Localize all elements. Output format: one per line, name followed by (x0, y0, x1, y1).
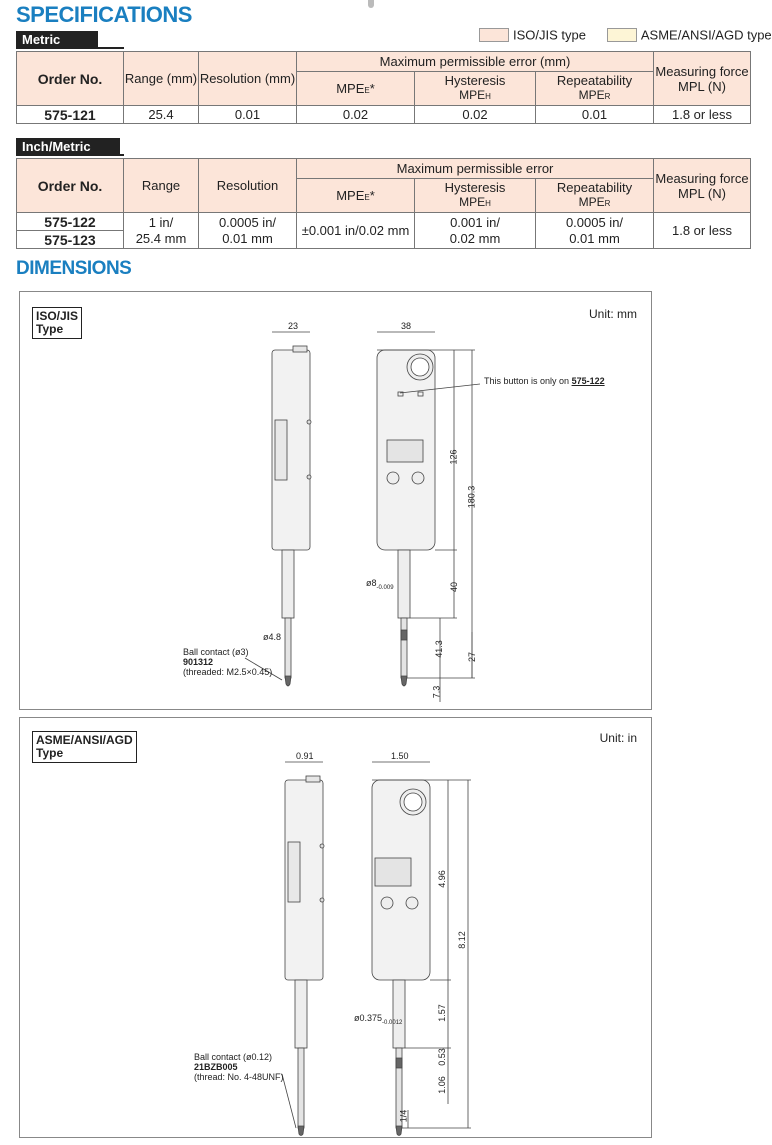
inch-rep-2: 0.01 mm (569, 230, 620, 246)
metric-force: 1.8 or less (654, 106, 751, 124)
inch-res-1: 0.0005 in/ (218, 214, 277, 230)
legend (479, 26, 772, 44)
iso-side-spindle (285, 618, 291, 678)
asme-unit: Unit: in (599, 731, 637, 745)
asme-dim-side-w-label: 0.91 (296, 751, 314, 761)
metric-hyst-sub-main: MPE (459, 87, 486, 102)
inch-row-1 (17, 213, 751, 231)
inch-header-range: Range (124, 159, 199, 213)
inch-header-repeatability (536, 179, 654, 213)
metric-header-order: Order No. (17, 52, 124, 106)
metric-tab-label: Metric (16, 31, 98, 48)
asme-drawing (20, 718, 651, 1137)
inch-header-force (654, 159, 751, 213)
inch-range-1: 1 in/ (148, 214, 174, 230)
iso-dim-front-w-label: 38 (401, 321, 412, 331)
metric-header-resolution: Resolution (mm) (199, 52, 297, 106)
asme-ball-line1: Ball contact (ø0.12) (194, 1052, 273, 1062)
iso-ball-line1: Ball contact (ø3) (183, 647, 249, 657)
metric-rep-sub-main: MPE (578, 87, 605, 102)
iso-front-dial-inner (411, 358, 429, 376)
legend-asme-swatch (607, 28, 637, 42)
inch-hyst-text: Hysteresis (444, 179, 506, 195)
inch-mpe-text: MPE (336, 188, 365, 203)
iso-button-note-model: 575-122 (571, 376, 605, 386)
inch-force-line1: Measuring force (655, 170, 749, 186)
asme-dia-tol: -0.0012 (382, 1019, 403, 1026)
asme-ball-part: 21BZB005 (194, 1062, 238, 1072)
iso-dim-180-label: 180.3 (466, 485, 477, 509)
metric-mpe: 0.02 (297, 106, 415, 124)
asme-dim-106-label: 1.06 (436, 1076, 447, 1094)
metric-rep-sub: R (604, 91, 611, 101)
asme-front-tip (396, 1058, 402, 1068)
asme-type-line2: Type (36, 746, 64, 760)
asme-side-stem (295, 980, 307, 1048)
metric-row (17, 106, 751, 124)
iso-dim-40-label: 40 (449, 581, 460, 593)
asme-dim-14-label: 1/4 (398, 1109, 409, 1123)
asme-side-panel (288, 842, 300, 902)
iso-front-tip (401, 630, 407, 640)
metric-resolution: 0.01 (199, 106, 297, 124)
metric-header-repeatability (536, 72, 654, 106)
inch-hyst (415, 213, 536, 249)
iso-dimension-panel (19, 291, 652, 710)
inch-tab-label: Inch/Metric (16, 138, 120, 155)
iso-front-key-r (412, 472, 424, 484)
asme-front-display (375, 858, 411, 886)
inch-range (124, 213, 199, 249)
inch-rep (536, 213, 654, 249)
inch-order-1: 575-122 (17, 213, 124, 231)
inch-mpe-sub: E (364, 193, 370, 202)
metric-order: 575-121 (17, 106, 124, 124)
iso-side-cap (293, 346, 307, 352)
iso-front-display (387, 440, 423, 462)
inch-header-resolution: Resolution (199, 159, 297, 213)
iso-ball-part: 901312 (183, 657, 214, 667)
dimensions-title: DIMENSIONS (16, 258, 132, 279)
inch-header-mpe (297, 179, 415, 213)
inch-mpe: ±0.001 in/0.02 mm (297, 213, 415, 249)
asme-ball-line2: (thread: No. 4-48UNF) (194, 1072, 284, 1082)
asme-dim-053-label: 0.53 (436, 1048, 447, 1066)
metric-hyst: 0.02 (415, 106, 536, 124)
iso-dim-126-label: 126 (448, 449, 459, 465)
iso-unit: Unit: mm (589, 307, 637, 321)
metric-mpe-star: * (369, 81, 375, 96)
metric-mpe-sub: E (364, 86, 370, 95)
asme-side-cap (306, 776, 320, 782)
metric-force-line2: MPL (N) (678, 78, 726, 94)
iso-side-panel (275, 420, 287, 480)
iso-button-note (484, 376, 605, 386)
inch-res-2: 0.01 mm (222, 230, 273, 246)
iso-front-key-l (387, 472, 399, 484)
metric-header-range: Range (mm) (124, 52, 199, 106)
legend-iso-label: ISO/JIS type (513, 27, 586, 43)
inch-rep-sub: R (604, 198, 611, 208)
iso-dim-27-label: 27 (467, 651, 478, 663)
inch-resolution (199, 213, 297, 249)
asme-front-dial-inner (404, 793, 422, 811)
inch-rep-text: Repeatability (556, 179, 633, 195)
metric-range: 25.4 (124, 106, 199, 124)
iso-front-spindle (401, 618, 407, 678)
iso-side-ball (285, 676, 291, 686)
inch-force: 1.8 or less (654, 213, 751, 249)
metric-header-force (654, 52, 751, 106)
inch-table (16, 158, 751, 249)
iso-side-btn2 (307, 475, 311, 479)
asme-dimension-panel (19, 717, 652, 1138)
inch-hyst-2: 0.02 mm (449, 230, 501, 246)
asme-side-btn1 (320, 844, 324, 848)
inch-header-order: Order No. (17, 159, 124, 213)
asme-front-key-r (406, 897, 418, 909)
asme-side-ball (298, 1126, 304, 1136)
iso-dia8-label (366, 578, 394, 593)
inch-tab-line (16, 154, 124, 156)
inch-hyst-1: 0.001 in/ (450, 214, 500, 230)
iso-dia8-tol: -0.009 (376, 584, 394, 591)
asme-dim-812-label: 8.12 (456, 931, 467, 949)
iso-dim-73-label: 7.3 (431, 685, 442, 699)
metric-header-hysteresis (415, 72, 536, 106)
inch-rep-1: 0.0005 in/ (565, 214, 624, 230)
iso-dia8-text: ø8 (366, 578, 377, 588)
metric-hyst-text: Hysteresis (444, 72, 506, 88)
iso-front-stem (398, 550, 410, 618)
asme-dim-front-w-label: 1.50 (391, 751, 409, 761)
asme-dia-label (354, 1013, 402, 1028)
asme-leader-ball (282, 1074, 296, 1128)
iso-front-ball (401, 676, 407, 686)
metric-force-line1: Measuring force (655, 63, 749, 79)
iso-side-btn1 (307, 420, 311, 424)
iso-type-line1: ISO/JIS (36, 309, 79, 323)
metric-mpe-text: MPE (336, 81, 365, 96)
metric-tab-line (16, 47, 124, 49)
metric-header-mpe-group: Maximum permissible error (mm) (297, 52, 654, 72)
top-dot (368, 0, 374, 8)
asme-side-btn2 (320, 898, 324, 902)
iso-dim-413-label: 41.3 (433, 640, 444, 658)
metric-header-mpe (297, 72, 415, 106)
inch-range-2: 25.4 mm (135, 230, 187, 246)
inch-hyst-sub-main: MPE (459, 194, 486, 209)
metric-rep-text: Repeatability (556, 72, 633, 88)
asme-dia-text: ø0.375 (354, 1013, 383, 1023)
iso-type-line2: Type (36, 322, 64, 336)
iso-ball-note (183, 647, 272, 677)
iso-ball-line2: (threaded: M2.5×0.45) (183, 667, 273, 677)
metric-table (16, 51, 751, 124)
asme-type-line1: ASME/ANSI/AGD (36, 733, 133, 747)
legend-asme-label: ASME/ANSI/AGD type (640, 27, 772, 43)
iso-dim-side-w-label: 23 (288, 321, 299, 331)
asme-side-spindle (298, 1048, 304, 1128)
iso-button-note-text: This button is only on (484, 376, 572, 386)
asme-front-key-l (381, 897, 393, 909)
inch-header-mpe-group: Maximum permissible error (297, 159, 654, 179)
inch-mpe-star: * (369, 188, 375, 203)
metric-rep: 0.01 (536, 106, 654, 124)
iso-dia48-label: ø4.8 (263, 632, 282, 642)
inch-force-line2: MPL (N) (678, 185, 726, 201)
iso-side-stem (282, 550, 294, 618)
iso-drawing (20, 292, 651, 709)
asme-dim-496-label: 4.96 (436, 870, 447, 888)
legend-iso-swatch (479, 28, 509, 42)
inch-hyst-sub: H (485, 198, 491, 208)
asme-front-ball (396, 1126, 402, 1136)
metric-hyst-sub: H (485, 91, 491, 101)
specifications-title: SPECIFICATIONS (16, 2, 192, 27)
inch-rep-sub-main: MPE (578, 194, 605, 209)
asme-dim-157-label: 1.57 (436, 1004, 447, 1022)
inch-order-2: 575-123 (17, 231, 124, 249)
asme-ball-note (194, 1052, 284, 1082)
inch-header-hysteresis (415, 179, 536, 213)
